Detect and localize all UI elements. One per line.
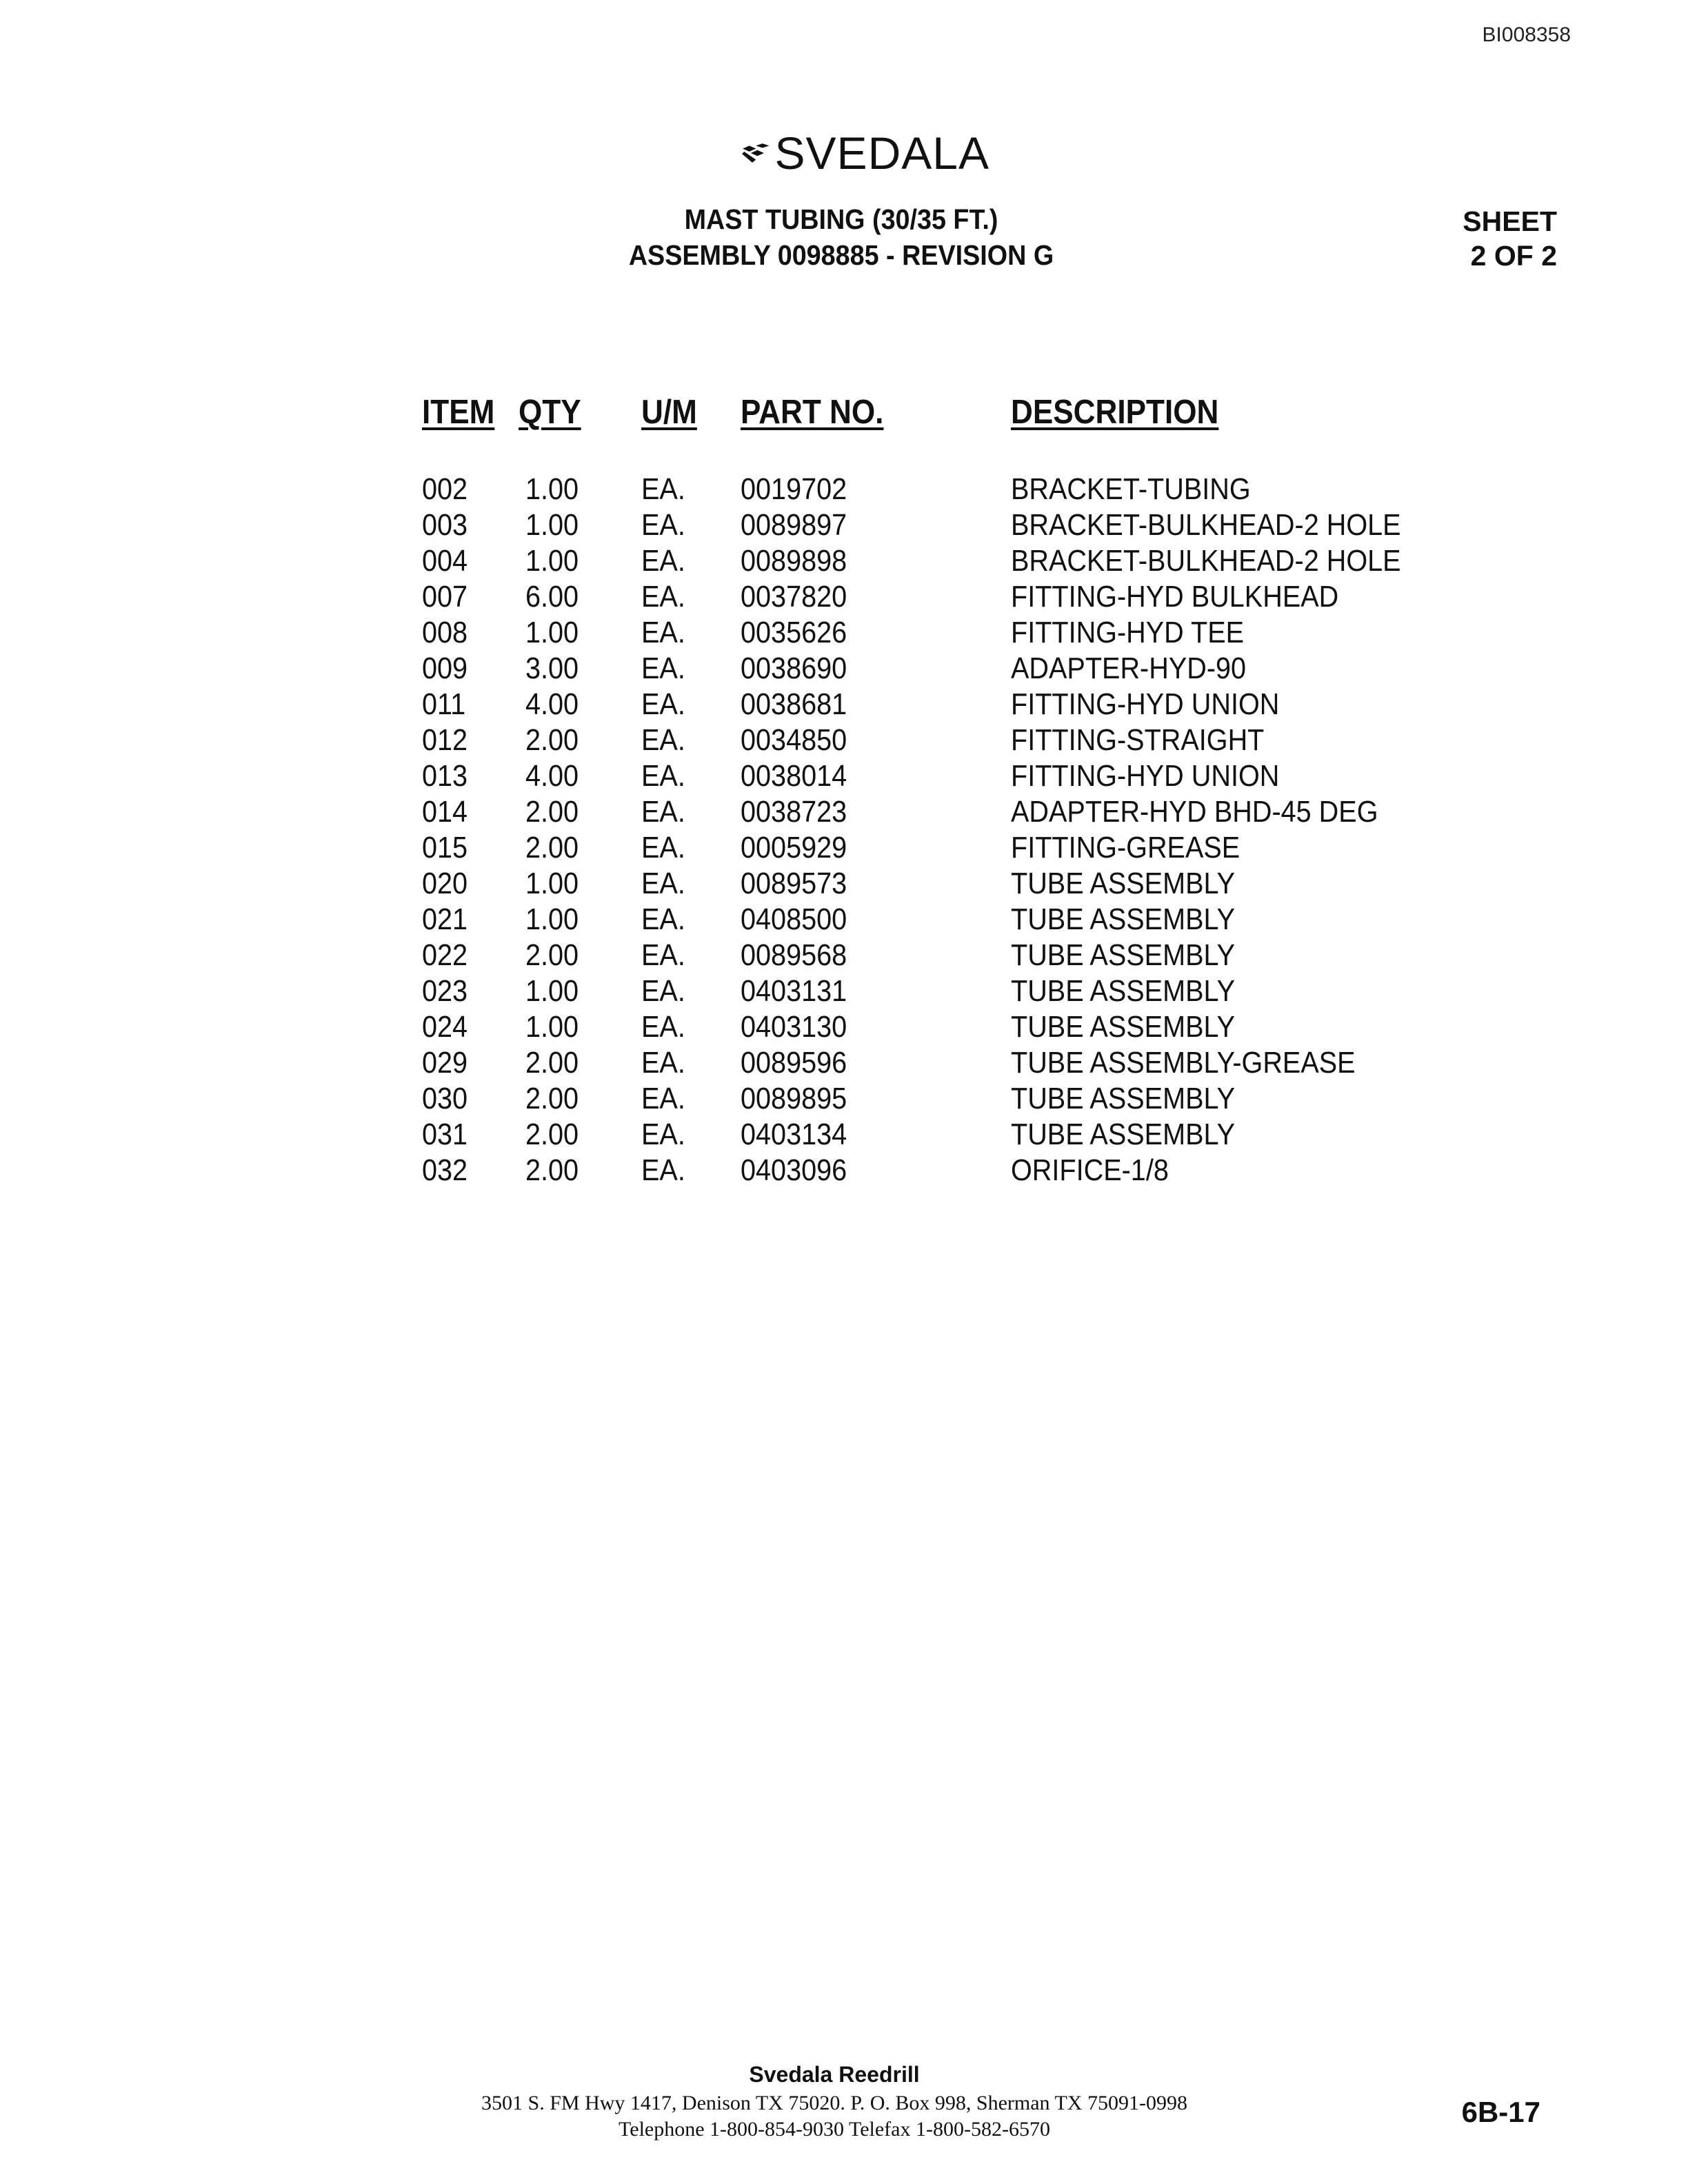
table-row: [0, 472, 1688, 507]
logo-text: SVEDALA: [774, 128, 989, 179]
item-cell: 022: [422, 938, 468, 972]
item-cell: 009: [422, 651, 468, 685]
um-cell: EA.: [641, 902, 685, 936]
item-cell: 013: [422, 759, 468, 793]
part-no-cell: 0089568: [741, 938, 847, 972]
description-cell: ORIFICE-1/8: [1011, 1153, 1169, 1187]
item-cell: 003: [422, 508, 468, 542]
qty-cell: 2.00: [525, 938, 579, 972]
footer-address: 3501 S. FM Hwy 1417, Denison TX 75020. P. O. Box 998, Sherman TX 75091-0998: [481, 2092, 1187, 2114]
description-cell: TUBE ASSEMBLY: [1011, 1010, 1235, 1044]
item-cell: 015: [422, 831, 468, 865]
um-cell: EA.: [641, 472, 685, 506]
description-cell: FITTING-GREASE: [1011, 831, 1240, 865]
item-cell: 004: [422, 544, 468, 578]
part-no-cell: 0089898: [741, 544, 847, 578]
qty-cell: 1.00: [525, 867, 579, 900]
part-no-cell: 0408500: [741, 902, 847, 936]
part-no-cell: 0038723: [741, 795, 847, 829]
um-cell: EA.: [641, 616, 685, 649]
part-no-cell: 0035626: [741, 616, 847, 649]
svedala-logo: [741, 125, 989, 181]
table-row: [0, 938, 1688, 973]
description-cell: FITTING-HYD UNION: [1011, 759, 1280, 793]
part-no-cell: 0038690: [741, 651, 847, 685]
qty-cell: 2.00: [525, 1118, 579, 1151]
um-cell: EA.: [641, 938, 685, 972]
table-row: [0, 651, 1688, 687]
description-cell: FITTING-STRAIGHT: [1011, 723, 1265, 757]
item-cell: 030: [422, 1082, 468, 1115]
qty-cell: 6.00: [525, 580, 579, 614]
description-cell: BRACKET-BULKHEAD-2 HOLE: [1011, 544, 1401, 578]
item-cell: 020: [422, 867, 468, 900]
part-no-cell: 0005929: [741, 831, 847, 865]
qty-cell: 1.00: [525, 902, 579, 936]
qty-cell: 1.00: [525, 974, 579, 1008]
part-no-cell: 0403130: [741, 1010, 847, 1044]
item-cell: 007: [422, 580, 468, 614]
part-no-cell: 0089895: [741, 1082, 847, 1115]
um-cell: EA.: [641, 1010, 685, 1044]
header-part-no: PART NO.: [741, 394, 884, 431]
um-cell: EA.: [641, 1046, 685, 1080]
header-qty: QTY: [519, 394, 581, 431]
sheet-label: SHEET: [1463, 205, 1557, 237]
um-cell: EA.: [641, 759, 685, 793]
table-row: [0, 1117, 1688, 1153]
part-no-cell: 0038014: [741, 759, 847, 793]
part-no-cell: 0403134: [741, 1118, 847, 1151]
header-um: U/M: [641, 394, 697, 431]
description-cell: FITTING-HYD TEE: [1011, 616, 1245, 649]
table-row: [0, 1045, 1688, 1081]
qty-cell: 2.00: [525, 723, 579, 757]
table-row: [0, 1153, 1688, 1189]
um-cell: EA.: [641, 687, 685, 721]
description-cell: BRACKET-TUBING: [1011, 472, 1251, 506]
description-cell: TUBE ASSEMBLY: [1011, 867, 1235, 900]
qty-cell: 1.00: [525, 472, 579, 506]
part-no-cell: 0089897: [741, 508, 847, 542]
sheet-indicator: [1405, 204, 1557, 273]
description-cell: BRACKET-BULKHEAD-2 HOLE: [1011, 508, 1401, 542]
part-no-cell: 0089596: [741, 1046, 847, 1080]
um-cell: EA.: [641, 508, 685, 542]
item-cell: 011: [422, 687, 466, 721]
um-cell: EA.: [641, 831, 685, 865]
um-cell: EA.: [641, 580, 685, 614]
table-row: [0, 615, 1688, 651]
um-cell: EA.: [641, 1082, 685, 1115]
description-cell: TUBE ASSEMBLY: [1011, 974, 1235, 1008]
footer-phone: Telephone 1-800-854-9030 Telefax 1-800-582-6570: [619, 2118, 1050, 2141]
um-cell: EA.: [641, 974, 685, 1008]
table-row: [0, 973, 1688, 1009]
footer: [386, 2059, 1283, 2143]
parts-table-body: [0, 472, 1688, 1189]
table-row: [0, 1009, 1688, 1045]
table-row: [0, 543, 1688, 579]
item-cell: 014: [422, 795, 468, 829]
qty-cell: 2.00: [525, 795, 579, 829]
qty-cell: 2.00: [525, 1082, 579, 1115]
qty-cell: 2.00: [525, 831, 579, 865]
table-header: [0, 393, 1688, 434]
item-cell: 012: [422, 723, 468, 757]
title-line-1: MAST TUBING (30/35 FT.): [684, 203, 998, 235]
table-row: [0, 507, 1688, 543]
description-cell: TUBE ASSEMBLY-GREASE: [1011, 1046, 1356, 1080]
table-row: [0, 866, 1688, 902]
qty-cell: 4.00: [525, 687, 579, 721]
part-no-cell: 0034850: [741, 723, 847, 757]
svedala-logo-icon: [741, 132, 771, 174]
item-cell: 002: [422, 472, 468, 506]
item-cell: 008: [422, 616, 468, 649]
description-cell: ADAPTER-HYD-90: [1011, 651, 1247, 685]
item-cell: 031: [422, 1118, 468, 1151]
um-cell: EA.: [641, 795, 685, 829]
um-cell: EA.: [641, 1153, 685, 1187]
header-item: ITEM: [422, 394, 495, 431]
part-no-cell: 0403131: [741, 974, 847, 1008]
header-description: DESCRIPTION: [1011, 394, 1219, 431]
table-row: [0, 1081, 1688, 1117]
table-row: [0, 579, 1688, 615]
page-number: 6B-17: [1461, 2096, 1540, 2128]
um-cell: EA.: [641, 651, 685, 685]
sheet-count: 2 OF 2: [1470, 240, 1557, 272]
qty-cell: 1.00: [525, 508, 579, 542]
item-cell: 032: [422, 1153, 468, 1187]
table-row: [0, 758, 1688, 794]
table-row: [0, 830, 1688, 866]
description-cell: TUBE ASSEMBLY: [1011, 902, 1235, 936]
description-cell: ADAPTER-HYD BHD-45 DEG: [1011, 795, 1378, 829]
item-cell: 021: [422, 902, 468, 936]
part-no-cell: 0403096: [741, 1153, 847, 1187]
document-id: BI008358: [1482, 23, 1571, 46]
um-cell: EA.: [641, 723, 685, 757]
description-cell: TUBE ASSEMBLY: [1011, 1118, 1235, 1151]
qty-cell: 3.00: [525, 651, 579, 685]
qty-cell: 4.00: [525, 759, 579, 793]
qty-cell: 1.00: [525, 1010, 579, 1044]
item-cell: 023: [422, 974, 468, 1008]
footer-company: Svedala Reedrill: [749, 2062, 920, 2087]
description-cell: FITTING-HYD BULKHEAD: [1011, 580, 1339, 614]
item-cell: 029: [422, 1046, 468, 1080]
part-no-cell: 0037820: [741, 580, 847, 614]
document-title: [550, 201, 1133, 273]
description-cell: FITTING-HYD UNION: [1011, 687, 1280, 721]
table-row: [0, 722, 1688, 758]
description-cell: TUBE ASSEMBLY: [1011, 938, 1235, 972]
part-no-cell: 0089573: [741, 867, 847, 900]
title-line-2: ASSEMBLY 0098885 - REVISION G: [628, 239, 1054, 271]
qty-cell: 1.00: [525, 616, 579, 649]
table-row: [0, 687, 1688, 722]
description-cell: TUBE ASSEMBLY: [1011, 1082, 1235, 1115]
part-no-cell: 0019702: [741, 472, 847, 506]
um-cell: EA.: [641, 1118, 685, 1151]
item-cell: 024: [422, 1010, 468, 1044]
qty-cell: 2.00: [525, 1046, 579, 1080]
qty-cell: 1.00: [525, 544, 579, 578]
table-row: [0, 902, 1688, 938]
part-no-cell: 0038681: [741, 687, 847, 721]
table-row: [0, 794, 1688, 830]
um-cell: EA.: [641, 867, 685, 900]
qty-cell: 2.00: [525, 1153, 579, 1187]
um-cell: EA.: [641, 544, 685, 578]
